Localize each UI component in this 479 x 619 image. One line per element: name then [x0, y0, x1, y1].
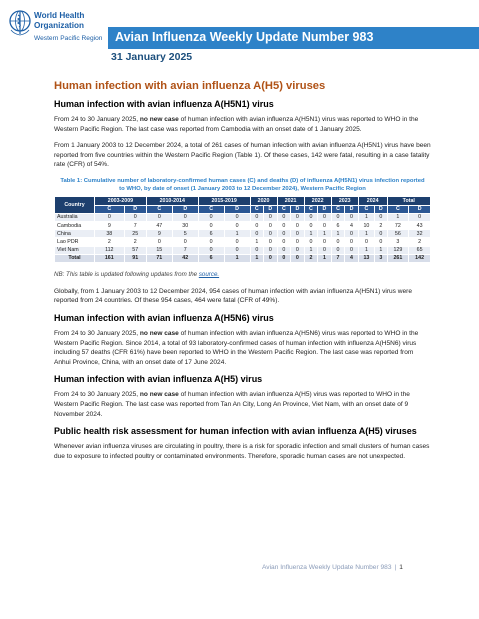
value-cell: 0: [224, 238, 250, 246]
cases-subheader: C: [250, 205, 264, 213]
value-cell: 1: [318, 230, 332, 238]
total-value-cell: 3: [375, 254, 387, 262]
total-header: Total: [387, 197, 430, 205]
value-cell: 0: [198, 213, 224, 221]
period-header: 2015-2019: [198, 197, 250, 205]
h5-heading: Human infection with avian influenza A(H5) virus: [54, 374, 263, 385]
country-cell: Australia: [55, 213, 95, 221]
value-cell: 1: [250, 238, 264, 246]
value-cell: 0: [277, 213, 291, 221]
value-cell: 0: [264, 221, 278, 229]
cases-subheader: C: [358, 205, 374, 213]
total-value-cell: 0: [264, 254, 278, 262]
value-cell: 30: [172, 221, 198, 229]
value-cell: 0: [198, 238, 224, 246]
value-cell: 6: [331, 221, 345, 229]
value-cell: 0: [264, 246, 278, 254]
deaths-subheader: D: [318, 205, 332, 213]
value-cell: 0: [331, 213, 345, 221]
value-cell: 2: [95, 238, 125, 246]
value-cell: 32: [409, 230, 431, 238]
value-cell: 129: [387, 246, 409, 254]
global-paragraph: Globally, from 1 January 2003 to 12 December 2024, 954 cases of human infection with avian influenza A(H5N1) virus were reported from 24 countries. Of these 954 cases, 464 were fatal (CFR of 49%).: [54, 287, 412, 305]
value-cell: 0: [318, 221, 332, 229]
total-value-cell: 142: [409, 254, 431, 262]
value-cell: 0: [224, 213, 250, 221]
value-cell: 0: [277, 246, 291, 254]
value-cell: 0: [318, 238, 332, 246]
value-cell: 1: [358, 230, 374, 238]
risk-heading: Public health risk assessment for human infection with avian influenza A(H5) viruses: [54, 426, 417, 437]
value-cell: 0: [375, 238, 387, 246]
value-cell: 5: [172, 230, 198, 238]
value-cell: 0: [409, 213, 431, 221]
country-cell: Lao PDR: [55, 238, 95, 246]
deaths-subheader: D: [124, 205, 146, 213]
value-cell: 1: [387, 213, 409, 221]
value-cell: 0: [250, 246, 264, 254]
who-logo: [8, 10, 108, 66]
value-cell: 2: [124, 238, 146, 246]
h5n1-cumulative-paragraph: From 1 January 2003 to 12 December 2024, a total of 261 cases of human infection with avian influenza A(H5N1) virus have been reported from five countries within the Western Pacific Region (Table 1). Of these cases, 142 were fatal, resulting in a case fatality rate (CFR) of 54%.: [54, 142, 431, 169]
risk-paragraph: Whenever avian influenza viruses are circulating in poultry, there is a risk for sporadic infection and small clusters of human cases due to exposure to infected poultry or contaminated environments. Therefore, sporadic human cases are not unexpected.: [54, 443, 430, 460]
deaths-subheader: D: [345, 205, 359, 213]
total-value-cell: 0: [277, 254, 291, 262]
table-row: [55, 230, 431, 238]
table-row: [55, 213, 431, 221]
value-cell: 0: [318, 213, 332, 221]
value-cell: 0: [331, 246, 345, 254]
value-cell: 15: [146, 246, 172, 254]
source-link[interactable]: source.: [198, 270, 220, 278]
country-cell: Cambodia: [55, 221, 95, 229]
cases-subheader: C: [304, 205, 318, 213]
h5-paragraph: From 24 to 30 January 2025, no new case of human infection with avian influenza A(H5) virus was reported to WHO in the Western Pacific Region. The last case was reported from Tan An City, Long An Province, Viet Nam, with an onset date of 9 November 2024.: [54, 391, 410, 418]
period-header: 2023: [331, 197, 358, 205]
cases-subheader: C: [331, 205, 345, 213]
value-cell: 0: [198, 246, 224, 254]
value-cell: 25: [124, 230, 146, 238]
table-body: [55, 213, 431, 254]
page-header: [0, 0, 479, 70]
issue-date: 31 January 2025: [111, 51, 193, 63]
value-cell: 0: [224, 221, 250, 229]
value-cell: 0: [146, 238, 172, 246]
value-cell: 0: [304, 213, 318, 221]
section-title: Human infection with avian influenza A(H5) viruses: [54, 80, 326, 92]
value-cell: 1: [331, 230, 345, 238]
value-cell: 1: [304, 246, 318, 254]
h5n1-weekly-paragraph: From 24 to 30 January 2025, no new case of human infection with avian influenza A(H5N1) virus was reported to WHO in the Western Pacific Region. The last case was reported from Cambodia with an onset date of 1 January 2025.: [54, 116, 419, 133]
deaths-subheader: D: [375, 205, 387, 213]
country-cell: China: [55, 230, 95, 238]
total-value-cell: 261: [387, 254, 409, 262]
value-cell: 3: [387, 238, 409, 246]
value-cell: 1: [358, 213, 374, 221]
total-value-cell: 71: [146, 254, 172, 262]
value-cell: 65: [409, 246, 431, 254]
h5n1-cases-table: [54, 196, 431, 263]
value-cell: 9: [95, 221, 125, 229]
value-cell: 0: [277, 230, 291, 238]
value-cell: 0: [304, 238, 318, 246]
value-cell: 0: [291, 246, 305, 254]
value-cell: 0: [291, 213, 305, 221]
sub-header-row: [55, 205, 431, 213]
who-name-line1: World Health: [34, 11, 85, 20]
cases-subheader: C: [146, 205, 172, 213]
page-title: Avian Influenza Weekly Update Number 983: [115, 30, 374, 44]
cases-subheader: C: [387, 205, 409, 213]
value-cell: 0: [331, 238, 345, 246]
page-number: 1: [399, 564, 403, 571]
total-value-cell: 2: [304, 254, 318, 262]
footer-text: Avian Influenza Weekly Update Number 983: [262, 564, 392, 571]
total-label-cell: Total: [55, 254, 95, 262]
table-row: [55, 221, 431, 229]
value-cell: 10: [358, 221, 374, 229]
h5n6-paragraph: From 24 to 30 January 2025, no new case of human infection with avian influenza A(H5N6) virus was reported to WHO in the Western Pacific Region. Since 2014, a total of 93 laboratory-confirmed cases of human infection with influenza A(H5N6) virus including 57 deaths (CFR 61%) have been reported to WHO in the Western Pacific Region. The last case was reported from Anhui Province, China, with an onset date of 17 June 2024.: [54, 330, 419, 366]
value-cell: 0: [375, 230, 387, 238]
who-name-line2: Organization: [34, 20, 85, 30]
value-cell: 7: [172, 246, 198, 254]
value-cell: 0: [318, 246, 332, 254]
value-cell: 9: [146, 230, 172, 238]
value-cell: 56: [387, 230, 409, 238]
deaths-subheader: D: [172, 205, 198, 213]
value-cell: 1: [358, 246, 374, 254]
cases-subheader: C: [277, 205, 291, 213]
period-header: 2021: [277, 197, 304, 205]
value-cell: 112: [95, 246, 125, 254]
total-value-cell: 4: [345, 254, 359, 262]
table-row: [55, 246, 431, 254]
value-cell: 0: [224, 246, 250, 254]
value-cell: 57: [124, 246, 146, 254]
value-cell: 4: [345, 221, 359, 229]
value-cell: 0: [172, 213, 198, 221]
value-cell: 0: [277, 221, 291, 229]
total-row: [55, 254, 431, 262]
value-cell: 43: [409, 221, 431, 229]
total-value-cell: 13: [358, 254, 374, 262]
value-cell: 0: [250, 221, 264, 229]
value-cell: 7: [124, 221, 146, 229]
total-value-cell: 42: [172, 254, 198, 262]
value-cell: 0: [95, 213, 125, 221]
value-cell: 0: [124, 213, 146, 221]
h5n6-heading: Human infection with avian influenza A(H5N6) virus: [54, 313, 274, 324]
title-banner: [108, 27, 479, 49]
value-cell: 0: [291, 230, 305, 238]
value-cell: 0: [345, 230, 359, 238]
value-cell: 0: [358, 238, 374, 246]
value-cell: 47: [146, 221, 172, 229]
cases-subheader: C: [198, 205, 224, 213]
value-cell: 1: [304, 230, 318, 238]
deaths-subheader: D: [291, 205, 305, 213]
deaths-subheader: D: [264, 205, 278, 213]
value-cell: 38: [95, 230, 125, 238]
value-cell: 0: [250, 230, 264, 238]
period-header: 2020: [250, 197, 277, 205]
value-cell: 0: [345, 238, 359, 246]
value-cell: 0: [146, 213, 172, 221]
country-column-header: Country: [55, 197, 95, 213]
value-cell: 0: [291, 221, 305, 229]
page-footer: Avian Influenza Weekly Update Number 983 | 1: [262, 564, 403, 571]
value-cell: 72: [387, 221, 409, 229]
total-value-cell: 1: [318, 254, 332, 262]
total-value-cell: 1: [224, 254, 250, 262]
table-caption: Table 1: Cumulative number of laboratory-confirmed human cases (C) and deaths (D) of influenza A(H5N1) virus infection reported to WHO, by date of onset (1 January 2003 to 12 December 2024), Western Pacific Region: [60, 177, 425, 193]
table-footer: [55, 254, 431, 262]
period-header: 2022: [304, 197, 331, 205]
value-cell: 0: [172, 238, 198, 246]
total-value-cell: 0: [291, 254, 305, 262]
value-cell: 0: [264, 213, 278, 221]
value-cell: 2: [409, 238, 431, 246]
period-header: 2010-2014: [146, 197, 198, 205]
who-region: Western Pacific Region: [34, 35, 103, 42]
value-cell: 0: [345, 213, 359, 221]
main-content: [54, 80, 431, 468]
period-header: 2003-2009: [95, 197, 147, 205]
total-value-cell: 1: [250, 254, 264, 262]
value-cell: 0: [264, 238, 278, 246]
cases-subheader: C: [95, 205, 125, 213]
value-cell: 6: [198, 230, 224, 238]
total-value-cell: 161: [95, 254, 125, 262]
value-cell: 0: [304, 221, 318, 229]
value-cell: 0: [291, 238, 305, 246]
country-cell: Viet Nam: [55, 246, 95, 254]
table-note: NB: This table is updated following updates from the source.: [54, 270, 220, 278]
value-cell: 0: [277, 238, 291, 246]
total-value-cell: 6: [198, 254, 224, 262]
who-emblem-icon: [8, 10, 32, 36]
total-value-cell: 7: [331, 254, 345, 262]
value-cell: 1: [224, 230, 250, 238]
h5n1-heading: Human infection with avian influenza A(H5N1) virus: [54, 99, 274, 109]
value-cell: 0: [250, 213, 264, 221]
value-cell: 2: [375, 221, 387, 229]
value-cell: 0: [264, 230, 278, 238]
deaths-subheader: D: [409, 205, 431, 213]
value-cell: 1: [375, 246, 387, 254]
period-header: 2024: [358, 197, 387, 205]
table-row: [55, 238, 431, 246]
deaths-subheader: D: [224, 205, 250, 213]
value-cell: 0: [198, 221, 224, 229]
value-cell: 0: [375, 213, 387, 221]
value-cell: 0: [345, 246, 359, 254]
total-value-cell: 91: [124, 254, 146, 262]
